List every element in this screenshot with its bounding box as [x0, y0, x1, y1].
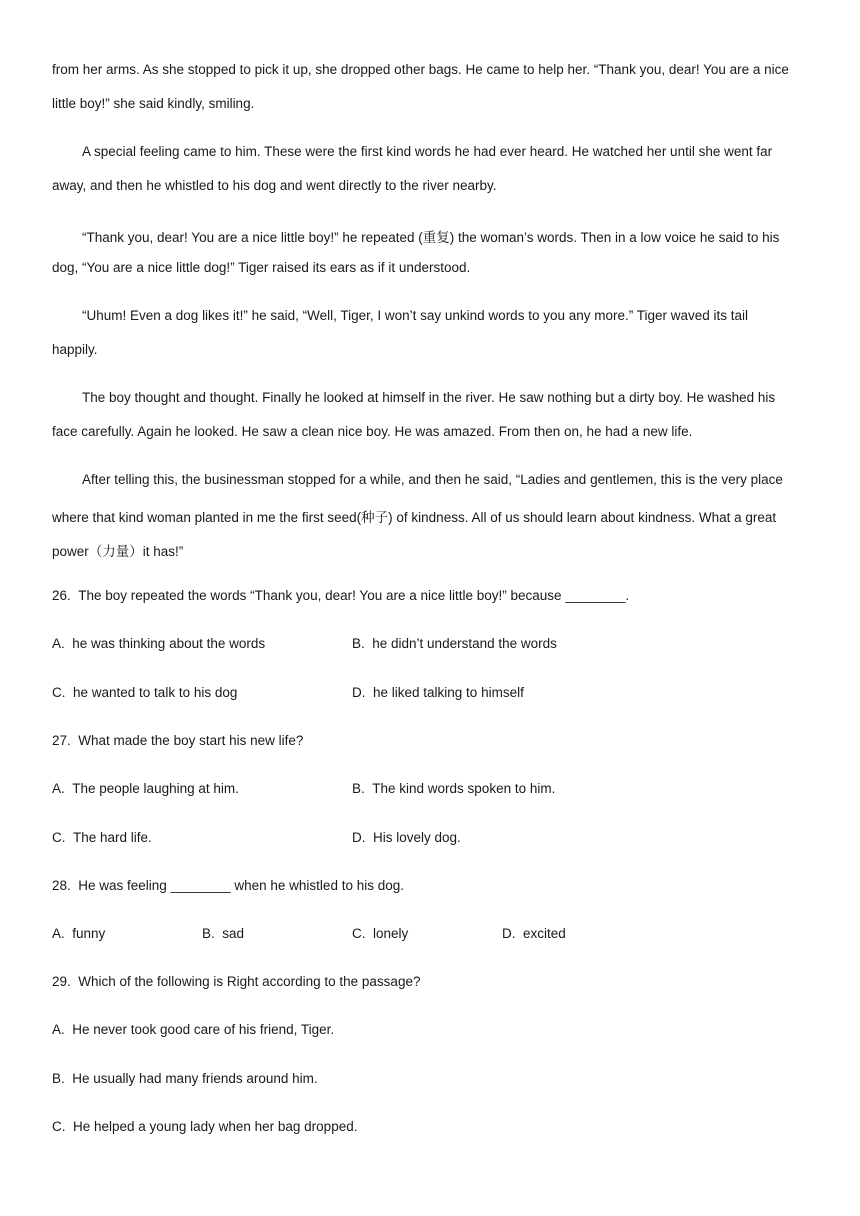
- passage-line: After telling this, the businessman stopped for a while, and then he said, “Ladies and gentlemen, this is the very place: [82, 472, 783, 487]
- question-stem: 28. He was feeling ________ when he whistled to his dog.: [52, 878, 404, 893]
- answer-option: C. he wanted to talk to his dog: [52, 685, 238, 700]
- answer-option: B. he didn’t understand the words: [352, 636, 557, 651]
- passage-line: The boy thought and thought. Finally he looked at himself in the river. He saw nothing but a dirty boy. He washed his: [82, 390, 776, 405]
- passage-line: “Uhum! Even a dog likes it!” he said, “Well, Tiger, I won’t say unkind words to you any more.” Tiger waved its tail: [82, 308, 749, 323]
- passage-line: from her arms. As she stopped to pick it up, she dropped other bags. He came to help her. “Thank you, dear! You are a nice: [52, 62, 789, 77]
- answer-option: D. His lovely dog.: [352, 830, 461, 845]
- question-stem: 29. Which of the following is Right according to the passage?: [52, 974, 421, 989]
- answer-option: B. The kind words spoken to him.: [352, 781, 556, 796]
- answer-option: C. The hard life.: [52, 830, 152, 845]
- passage-line: A special feeling came to him. These were the first kind words he had ever heard. He watched her until she went far: [82, 144, 773, 159]
- answer-option: C. lonely: [352, 926, 409, 941]
- passage-line: where that kind woman planted in me the first seed(种子) of kindness. All of us should learn about kindness. What a great: [52, 510, 777, 525]
- passage-line: power（力量）it has!”: [52, 544, 184, 559]
- passage-line: face carefully. Again he looked. He saw a clean nice boy. He was amazed. From then on, he had a new life.: [52, 424, 693, 439]
- answer-option: D. he liked talking to himself: [352, 685, 524, 700]
- question-stem: 26. The boy repeated the words “Thank you, dear! You are a nice little boy!” because ________.: [52, 588, 630, 603]
- answer-option: A. he was thinking about the words: [52, 636, 266, 651]
- answer-option: B. He usually had many friends around him.: [52, 1071, 318, 1086]
- passage-line: away, and then he whistled to his dog and went directly to the river nearby.: [52, 178, 497, 193]
- answer-option: A. The people laughing at him.: [52, 781, 239, 796]
- answer-option: A. funny: [52, 926, 106, 941]
- passage-line: dog, “You are a nice little dog!” Tiger raised its ears as if it understood.: [52, 260, 471, 275]
- passage-line: “Thank you, dear! You are a nice little boy!” he repeated (重复) the woman’s words. Then in a low voice he said to his: [82, 230, 780, 245]
- answer-option: B. sad: [202, 926, 245, 941]
- answer-option: C. He helped a young lady when her bag dropped.: [52, 1119, 358, 1134]
- answer-option: A. He never took good care of his friend, Tiger.: [52, 1022, 335, 1037]
- question-stem: 27. What made the boy start his new life?: [52, 733, 304, 748]
- passage-line: happily.: [52, 342, 98, 357]
- passage-line: little boy!” she said kindly, smiling.: [52, 96, 255, 111]
- answer-option: D. excited: [502, 926, 566, 941]
